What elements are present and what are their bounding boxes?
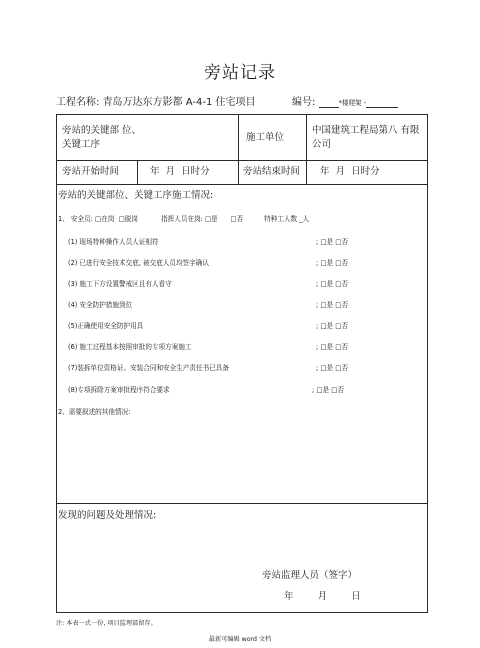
document-number-row — [292, 93, 398, 108]
document-title: 旁站记录 — [204, 63, 276, 83]
number-value: *楼爬架 - — [338, 99, 367, 107]
table-col-rule-2 — [238, 114, 239, 184]
construction-unit-label: 施工单位 — [246, 132, 285, 143]
table-border-left — [56, 114, 57, 613]
key-parts-label: 旁站的关键部 位、关键工序 — [62, 125, 142, 150]
table-rule-1 — [56, 160, 428, 161]
table-rule-2 — [56, 184, 428, 185]
table-border-bottom — [56, 612, 428, 613]
check-item-7: (7)装拆单位资格证、安装合同和安全生产责任书已具备 — [68, 364, 229, 372]
check-item-6-yesno: ; □是 □否 — [316, 343, 349, 351]
check-item-8: (8)专项拆除方案审批程序符合要求 — [68, 386, 170, 394]
table-rule-3 — [56, 503, 428, 504]
table-col-rule-1 — [137, 160, 138, 184]
check-item-4: (4) 安全防护措施到位 — [68, 301, 133, 309]
check-item-3: (3) 施工下方设置警戒区且有人看守 — [68, 280, 172, 288]
safety-check-line: 1、 安全员: □在岗 □脱岗 指挥人员在岗: □是 □否 特种工人数 _人 — [58, 215, 310, 223]
check-item-5-yesno: ; □是 □否 — [316, 322, 349, 330]
sign-date-line: 年 月 日 — [284, 591, 361, 602]
check-item-6: (6) 施工过程基本按照审批的专项方案施工 — [68, 343, 192, 351]
check-item-3-yesno: ; □是 □否 — [316, 280, 349, 288]
end-time-label: 旁站结束时间 — [243, 166, 301, 177]
check-item-7-yesno: ; □是 □否 — [316, 364, 349, 372]
construction-unit-value: 中国建筑工程局第八 有限公司 — [312, 125, 420, 150]
project-name-row — [56, 93, 255, 108]
number-blank-left — [319, 96, 339, 108]
situation-label: 旁站的关键部位、关键工序施工情况: — [58, 190, 214, 201]
page-footer: 最新可编辑 word 文档 — [208, 636, 272, 643]
problems-label: 发现的问题及处理情况: — [58, 510, 157, 521]
table-col-rule-3 — [306, 114, 307, 184]
supervisor-signature-label: 旁站监理人员（签字） — [262, 570, 358, 581]
check-item-8-yesno: ; □是 □否 — [312, 386, 345, 394]
table-border-top — [56, 114, 428, 115]
project-name: 青岛万达东方影都 A-4-1 住宅项目 — [102, 97, 256, 108]
check-item-1: (1) 现场特种操作人员人证相符 — [68, 238, 159, 246]
other-situation-label: 2、需要叙述的其他情况: — [58, 408, 131, 416]
number-blank-right — [366, 96, 398, 108]
number-label: 编号: — [292, 97, 316, 108]
check-item-4-yesno: ; □是 □否 — [316, 301, 349, 309]
start-time-value: 年 月 日时分 — [150, 166, 210, 177]
check-item-1-yesno: ; □是 □否 — [316, 238, 349, 246]
check-item-2-yesno: ; □是 □否 — [316, 259, 349, 267]
table-note: 注: 本表一式一份, 项目监理部留存。 — [56, 620, 157, 627]
start-time-label: 旁站开始时间 — [62, 166, 120, 177]
table-border-right — [427, 114, 428, 613]
end-time-value: 年 月 日时分 — [320, 166, 380, 177]
check-item-5: (5)正确使用安全防护用具 — [68, 322, 144, 330]
project-label: 工程名称: — [56, 97, 100, 108]
check-item-2: (2) 已进行安全技术交底, 被交底人员均签字确认 — [68, 259, 209, 267]
